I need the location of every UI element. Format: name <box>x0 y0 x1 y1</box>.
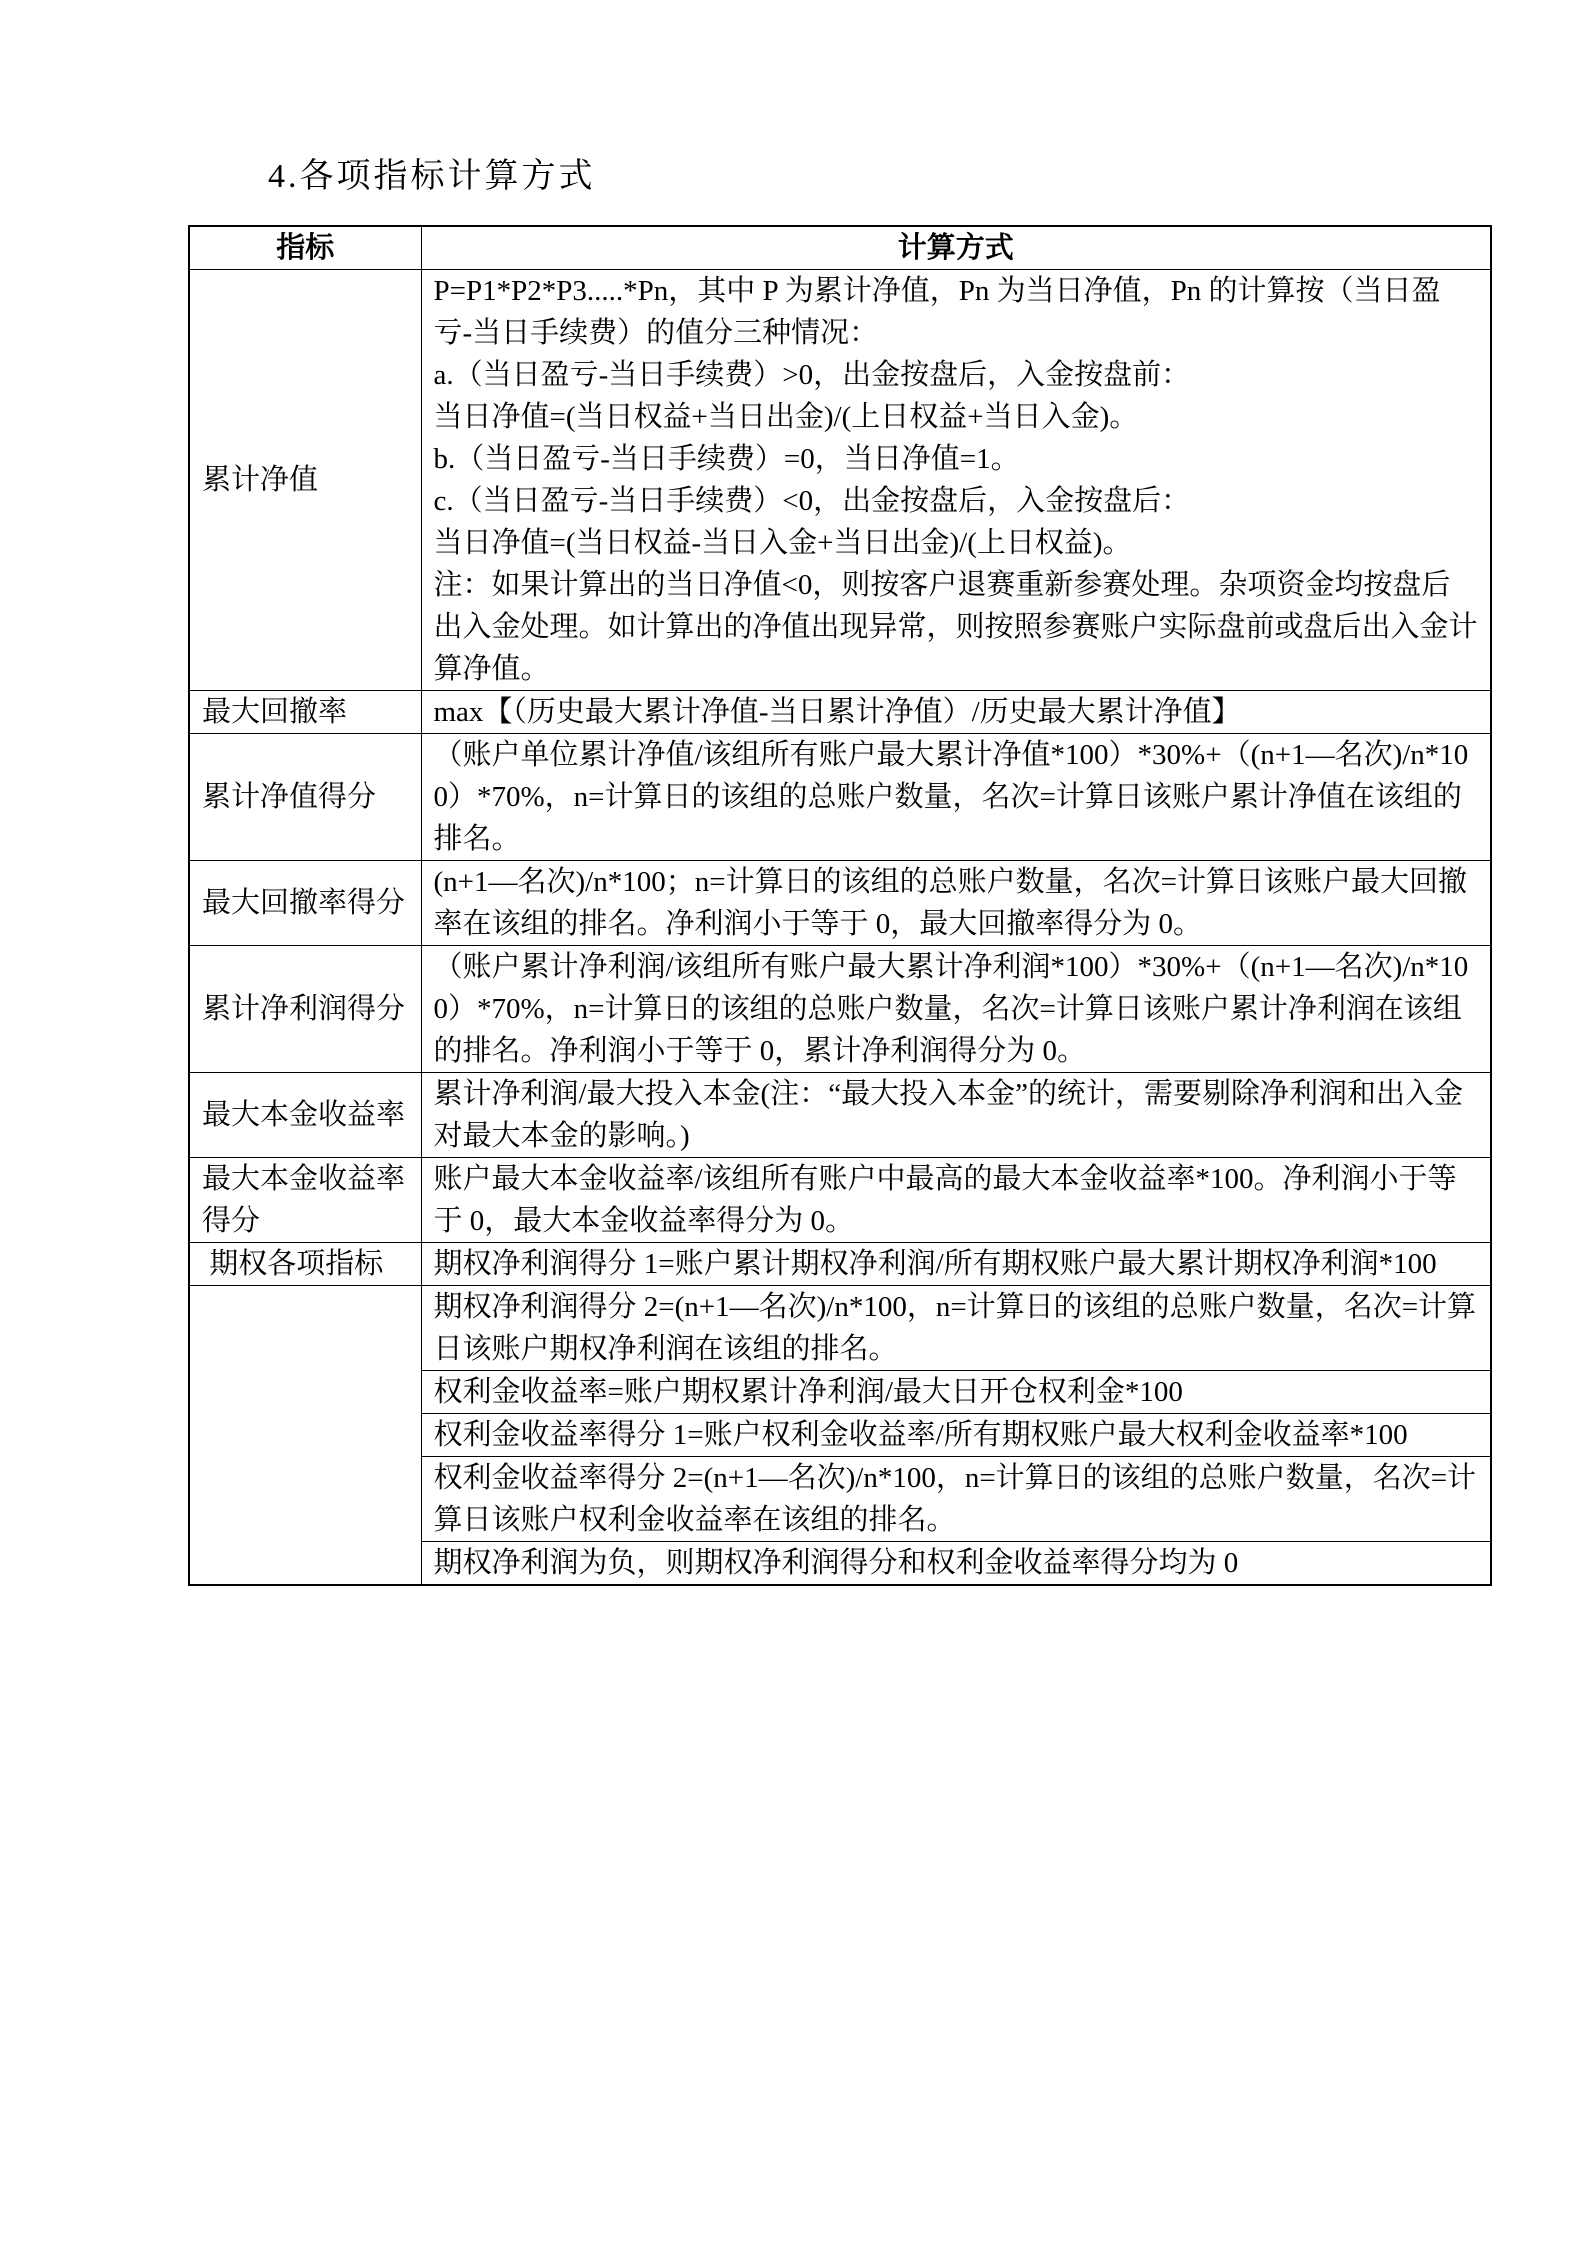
table-row-option-sub-1 <box>189 1286 1491 1371</box>
method-line: max【（历史最大累计净值-当日累计净值）/历史最大累计净值】 <box>433 696 1241 728</box>
method-line: P=P1*P2*P3.....*Pn，其中 P 为累计净值，Pn 为当日净值，Pn 的计算按（当日盈亏-当日手续费）的值分三种情况： <box>433 275 1441 349</box>
method-cell <box>421 1073 1491 1158</box>
method-line: (n+1—名次)/n*100；n=计算日的该组的总账户数量，名次=计算日该账户最大回撤率在该组的排名。净利润小于等于 0，最大回撤率得分为 0。 <box>433 866 1467 940</box>
method-line: 当日净值=(当日权益+当日出金)/(上日权益+当日入金)。 <box>433 401 1139 433</box>
method-line: 累计净利润/最大投入本金(注：“最大投入本金”的统计，需要剔除净利润和出入金对最大本金的影响。) <box>433 1078 1463 1152</box>
table-row-max-principal-return <box>189 1073 1491 1158</box>
indicator-cell: 期权各项指标 <box>189 1243 421 1286</box>
indicator-cell: 最大回撤率得分 <box>189 861 421 946</box>
method-line: 账户最大本金收益率/该组所有账户中最高的最大本金收益率*100。净利润小于等于 0，最大本金收益率得分为 0。 <box>433 1163 1457 1237</box>
method-cell <box>421 1243 1491 1286</box>
method-column-header: 计算方式 <box>421 226 1491 270</box>
method-line: b.（当日盈亏-当日手续费）=0，当日净值=1。 <box>433 443 1020 475</box>
method-line: （账户单位累计净值/该组所有账户最大累计净值*100）*30%+（(n+1—名次)/n*100）*70%，n=计算日的该组的总账户数量，名次=计算日该账户累计净值在该组的排名。 <box>433 739 1469 855</box>
method-line: a.（当日盈亏-当日手续费）>0，出金按盘后，入金按盘前： <box>433 359 1191 391</box>
table-row-cumulative-net-value <box>189 270 1491 691</box>
indicator-cell: 最大回撤率 <box>189 691 421 734</box>
table-row-cumulative-net-profit-score <box>189 946 1491 1073</box>
method-cell <box>421 691 1491 734</box>
method-line: c.（当日盈亏-当日手续费）<0，出金按盘后，入金按盘后： <box>433 485 1191 517</box>
method-cell: 权利金收益率得分 1=账户权利金收益率/所有期权账户最大权利金收益率*100 <box>421 1414 1491 1457</box>
page-title: 4.各项指标计算方式 <box>268 158 596 195</box>
method-line: 注：如果计算出的当日净值<0，则按客户退赛重新参赛处理。杂项资金均按盘后出入金处理。如计算出的净值出现异常，则按照参赛账户实际盘前或盘后出入金计算净值。 <box>433 569 1478 685</box>
method-cell <box>421 734 1491 861</box>
method-cell <box>421 270 1491 691</box>
table-row-option-indicators <box>189 1243 1491 1286</box>
indicator-calculation-table <box>188 225 1492 1586</box>
method-cell: 期权净利润得分 2=(n+1—名次)/n*100，n=计算日的该组的总账户数量，名次=计算日该账户期权净利润在该组的排名。 <box>421 1286 1491 1371</box>
method-line: 期权净利润得分 1=账户累计期权净利润/所有期权账户最大累计期权净利润*100 <box>433 1248 1437 1280</box>
method-cell <box>421 946 1491 1073</box>
indicator-cell: 累计净值 <box>189 270 421 691</box>
method-cell: 期权净利润为负，则期权净利润得分和权利金收益率得分均为 0 <box>421 1542 1491 1586</box>
indicator-cell: 最大本金收益率 <box>189 1073 421 1158</box>
method-cell <box>421 1158 1491 1243</box>
table-row-max-principal-return-score <box>189 1158 1491 1243</box>
indicator-cell: 最大本金收益率得分 <box>189 1158 421 1243</box>
method-line: 当日净值=(当日权益-当日入金+当日出金)/(上日权益)。 <box>433 527 1132 559</box>
method-cell <box>421 861 1491 946</box>
table-row-max-drawdown <box>189 691 1491 734</box>
indicator-cell: 累计净值得分 <box>189 734 421 861</box>
table-header-row <box>189 226 1491 270</box>
method-cell: 权利金收益率得分 2=(n+1—名次)/n*100，n=计算日的该组的总账户数量，名次=计算日该账户权利金收益率在该组的排名。 <box>421 1457 1491 1542</box>
method-line: （账户累计净利润/该组所有账户最大累计净利润*100）*30%+（(n+1—名次)/n*100）*70%，n=计算日的该组的总账户数量，名次=计算日该账户累计净利润在该组的排名。净利润小于等于 0，累计净利润得分为 0。 <box>433 951 1469 1067</box>
table-row-cumulative-net-value-score <box>189 734 1491 861</box>
indicator-column-header: 指标 <box>189 226 421 270</box>
table-row-max-drawdown-score <box>189 861 1491 946</box>
indicator-cell: 累计净利润得分 <box>189 946 421 1073</box>
method-cell: 权利金收益率=账户期权累计净利润/最大日开仓权利金*100 <box>421 1371 1491 1414</box>
option-group-empty-cell <box>189 1286 421 1586</box>
